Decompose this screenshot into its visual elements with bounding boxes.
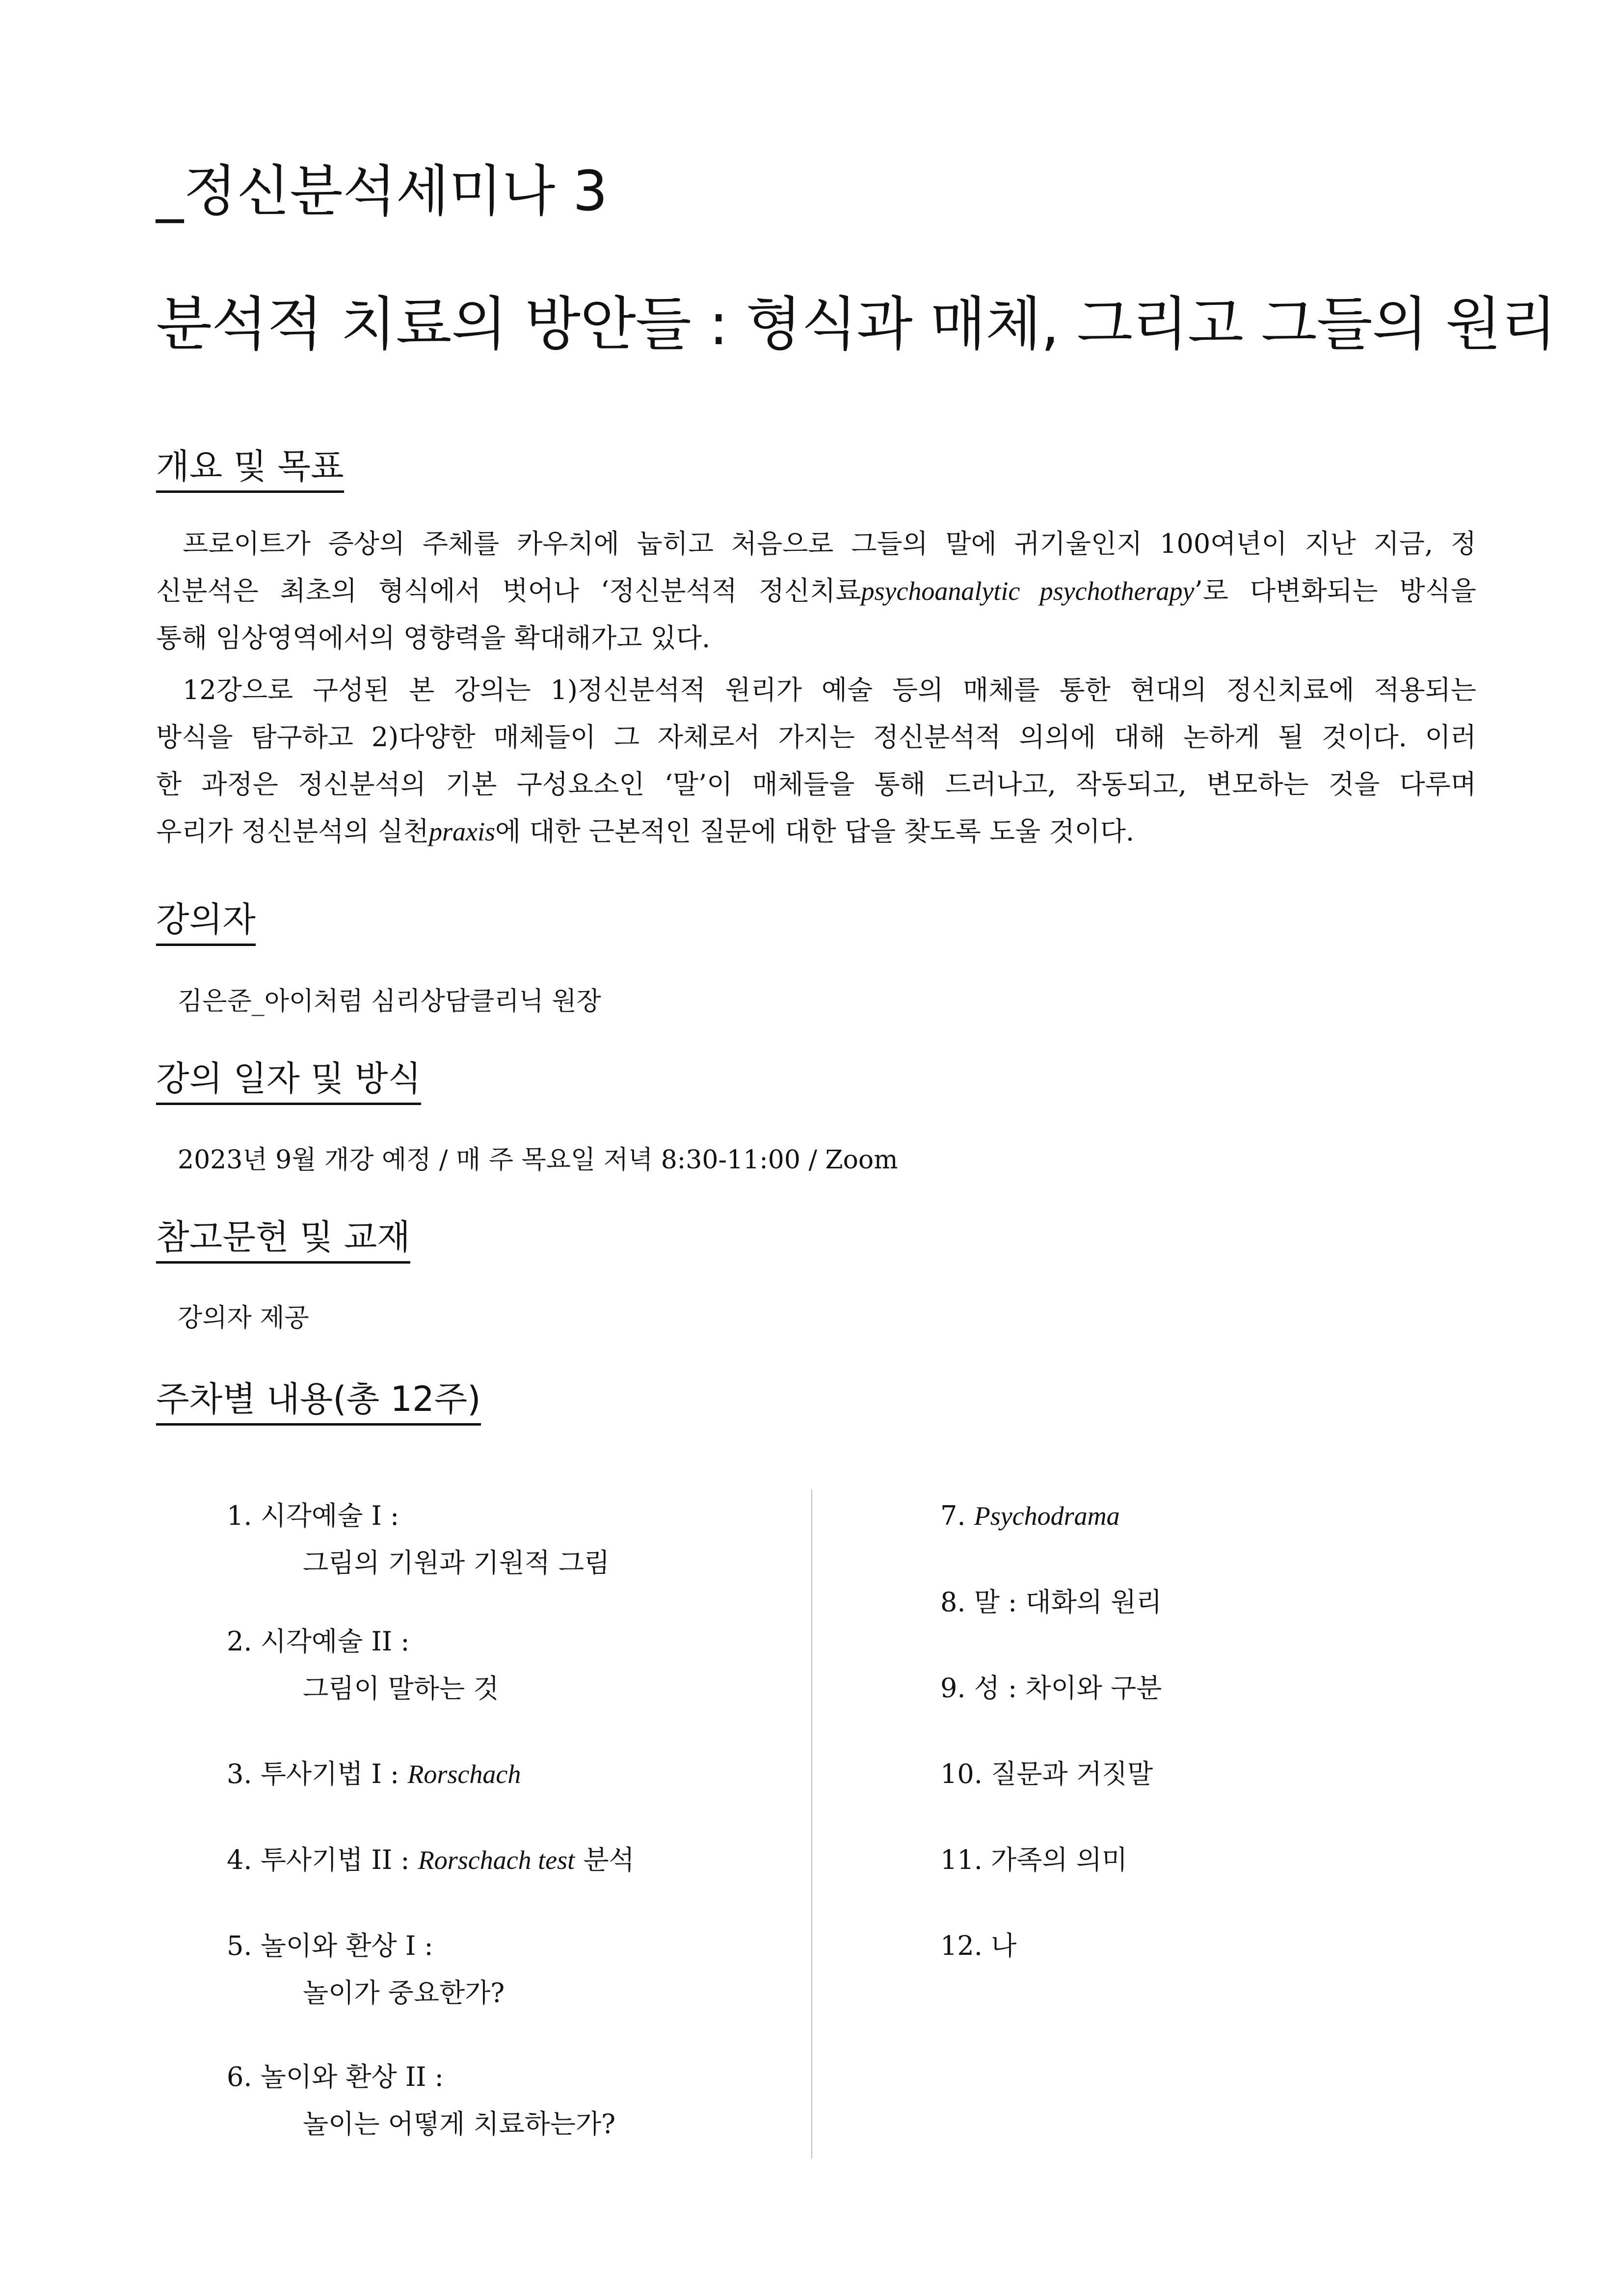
overview-p2-line-4 <box>156 808 1476 855</box>
overview-paragraph-1 <box>156 520 1476 662</box>
references-heading: 참고문헌 및 교재 <box>156 1215 410 1264</box>
column-divider <box>811 1490 812 2159</box>
week-item-11 <box>940 1837 1127 1884</box>
week-2-title: 시각예술 II : <box>260 1626 410 1657</box>
overview-p1-line-2-tail: ’로 다변화되는 방식을 <box>1194 575 1476 606</box>
page-title: 분석적 치료의 방안들 : 형식과 매체, 그리고 그들의 원리 <box>156 290 1557 358</box>
week-11-title: 가족의 의미 <box>991 1844 1128 1875</box>
week-6-subtitle: 놀이는 어떻게 치료하는가? <box>303 2108 616 2139</box>
week-8-number: 8. <box>940 1587 966 1618</box>
week-10-number: 10. <box>940 1758 983 1789</box>
lecturer-text: 김은준_아이처럼 심리상담클리닉 원장 <box>178 987 601 1016</box>
week-12-number: 12. <box>940 1930 983 1961</box>
week-8-title: 말 : 대화의 원리 <box>974 1587 1162 1618</box>
week-2-subtitle: 그림이 말하는 것 <box>303 1673 499 1704</box>
week-1-title: 시각예술 I : <box>260 1500 399 1531</box>
week-5-subtitle: 놀이가 중요한가? <box>303 1977 505 2008</box>
week-item-4 <box>227 1837 635 1884</box>
lecturer-heading: 강의자 <box>156 897 256 946</box>
schedule-text: 2023년 9월 개강 예정 / 매 주 목요일 저녁 8:30-11:00 / Zoom <box>178 1145 898 1175</box>
overview-p2-line-4-term: praxis <box>428 817 495 846</box>
week-6-title: 놀이와 환상 II : <box>260 2061 444 2092</box>
schedule-heading: 강의 일자 및 방식 <box>156 1056 421 1105</box>
overview-p2-line-1: 12강으로 구성된 본 강의는 1)정신분석적 원리가 예술 등의 매체를 통한 현대의 정신치료에 적용되는 <box>183 675 1476 705</box>
week-2-number: 2. <box>227 1626 252 1657</box>
week-item-9 <box>940 1665 1162 1712</box>
overview-p1-line-2-term: psychoanalytic psychotherapy <box>861 576 1195 606</box>
overview-p1-line-2-text: 신분석은 최초의 형식에서 벗어나 ‘정신분석적 정신치료 <box>156 575 861 606</box>
week-6-number: 6. <box>227 2061 252 2092</box>
overview-heading: 개요 및 목표 <box>156 444 344 493</box>
weekly-heading: 주차별 내용(총 12주) <box>156 1377 481 1426</box>
week-5-number: 5. <box>227 1930 252 1961</box>
week-item-3 <box>227 1751 521 1798</box>
week-4-title-term: Rorschach test <box>418 1845 575 1875</box>
overview-p2-line-3: 한 과정은 정신분석의 기본 구성요소인 ‘말’이 매체들을 통해 드러나고, 작동되고, 변모하는 것을 다루며 <box>156 769 1476 800</box>
week-1-subtitle: 그림의 기원과 기원적 그림 <box>303 1547 610 1578</box>
week-4-number: 4. <box>227 1844 252 1875</box>
overview-p1-line-1: 프로이트가 증상의 주체를 카우치에 눕히고 처음으로 그들의 말에 귀기울인지 100여년이 지난 지금, 정 <box>183 528 1476 559</box>
week-7-number: 7. <box>940 1500 966 1531</box>
week-12-title: 나 <box>991 1930 1017 1961</box>
week-item-2 <box>227 1618 499 1712</box>
week-1-number: 1. <box>227 1500 252 1531</box>
week-4-title-tail: 분석 <box>575 1844 635 1875</box>
overview-paragraph-2 <box>156 667 1476 855</box>
series-title: _정신분석세미나 3 <box>156 160 608 223</box>
week-item-1 <box>227 1492 610 1587</box>
week-3-title-term: Rorschach <box>407 1759 521 1789</box>
week-item-5 <box>227 1922 505 2017</box>
references-text: 강의자 제공 <box>178 1303 309 1333</box>
overview-p2-line-4-text: 우리가 정신분석의 실천 <box>156 816 429 847</box>
week-item-12 <box>940 1922 1016 1970</box>
overview-p1-line-3: 통해 임상영역에서의 영향력을 확대해가고 있다. <box>156 622 711 653</box>
week-5-title: 놀이와 환상 I : <box>260 1930 433 1961</box>
week-9-number: 9. <box>940 1673 966 1703</box>
week-3-title: 투사기법 I : <box>260 1758 408 1789</box>
week-11-number: 11. <box>940 1844 983 1875</box>
overview-p2-line-2: 방식을 탐구하고 2)다양한 매체들이 그 자체로서 가지는 정신분석적 의의에 대해 논하게 될 것이다. 이러 <box>156 722 1476 753</box>
week-9-title: 성 : 차이와 구분 <box>974 1673 1162 1703</box>
week-3-number: 3. <box>227 1758 252 1789</box>
week-item-8 <box>940 1579 1162 1626</box>
week-item-6 <box>227 2053 615 2148</box>
week-4-title: 투사기법 II : <box>260 1844 418 1875</box>
week-7-title-term: Psychodrama <box>974 1501 1120 1531</box>
week-item-10 <box>940 1751 1153 1798</box>
overview-p2-line-4-tail: 에 대한 근본적인 질문에 대한 답을 찾도록 도울 것이다. <box>495 816 1135 847</box>
week-10-title: 질문과 거짓말 <box>991 1758 1153 1789</box>
week-item-7 <box>940 1492 1120 1540</box>
overview-p1-line-2 <box>156 567 1476 615</box>
